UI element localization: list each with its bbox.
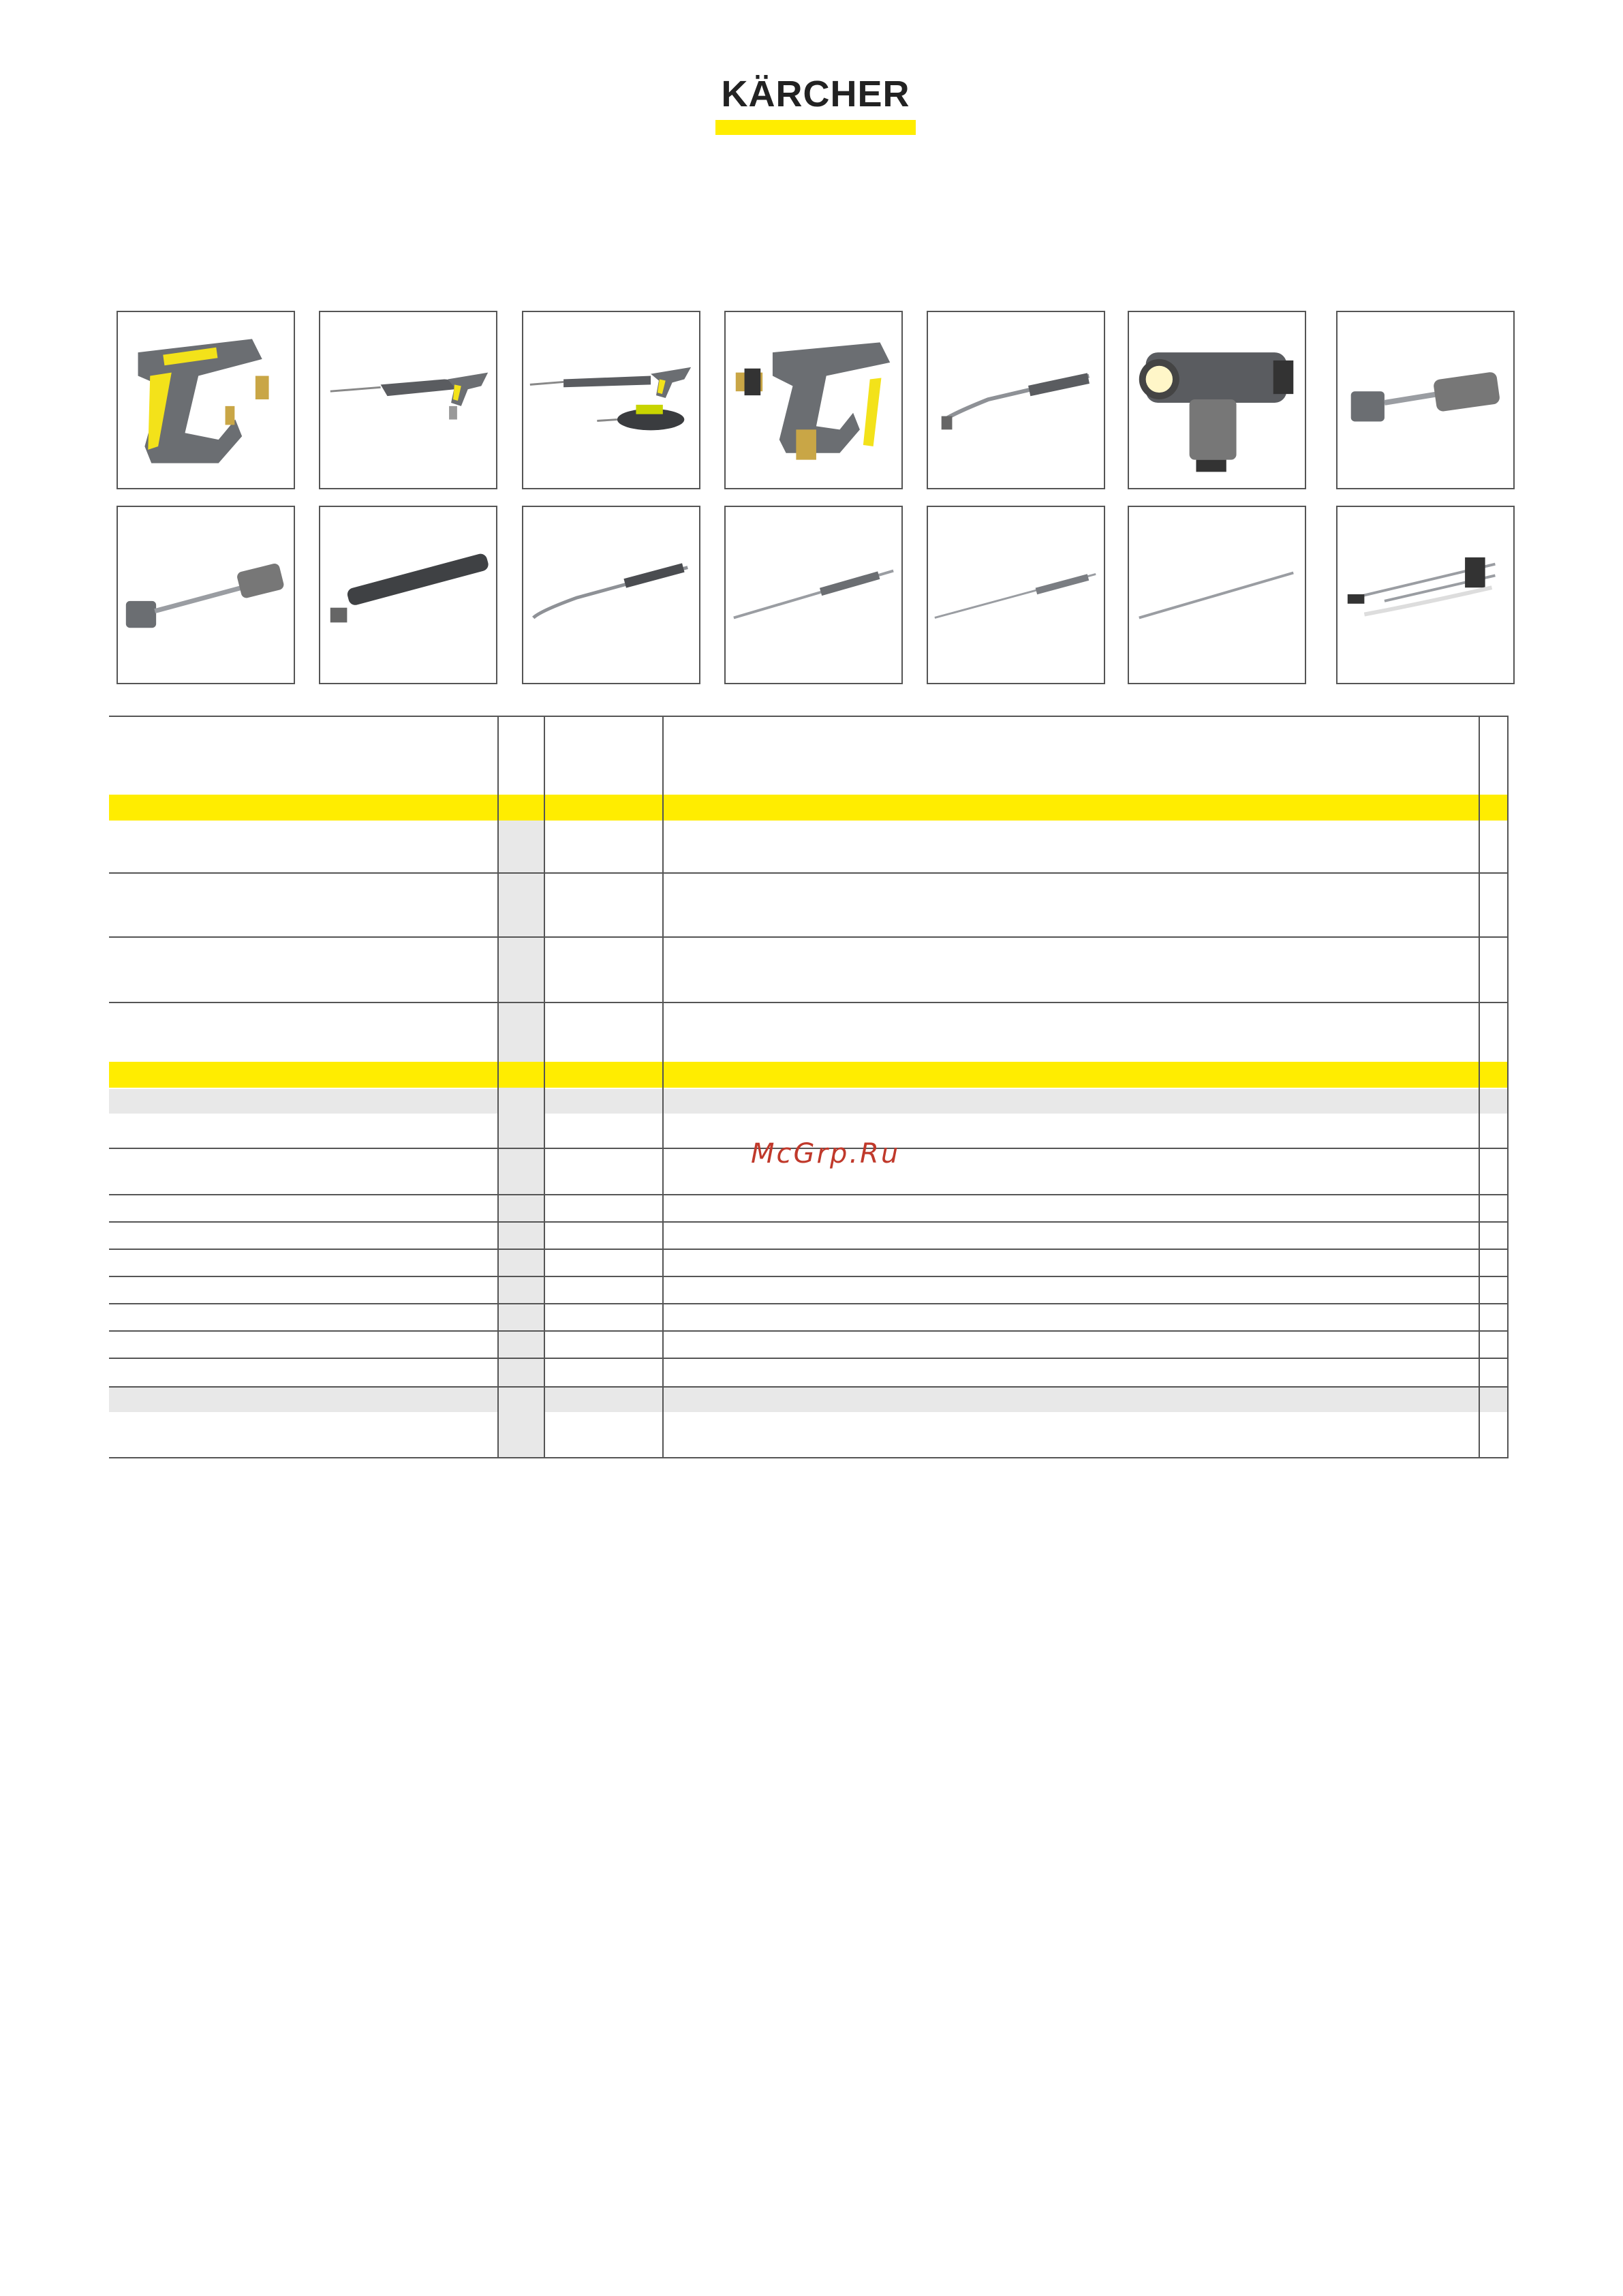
short-lance-image — [1336, 311, 1515, 489]
brand-logo — [715, 74, 916, 135]
table-section-header — [109, 795, 1509, 821]
table-rule — [109, 1457, 1509, 1458]
table-column-rule — [544, 716, 545, 1458]
table-rule — [109, 1194, 1509, 1195]
double-lance-image — [1336, 506, 1515, 684]
gun-with-hose-image — [319, 311, 497, 489]
table-column-rule — [497, 716, 499, 1458]
telescopic-lance-image — [927, 506, 1105, 684]
table-rule — [109, 716, 1509, 717]
spec-table — [109, 716, 1509, 1458]
bent-lance-icon — [928, 312, 1104, 488]
gun-hose-reel-icon — [523, 312, 699, 488]
lamp-image — [1128, 311, 1306, 489]
insulated-lance-image — [319, 506, 497, 684]
table-subsection-header — [109, 1089, 1509, 1114]
rotor-lance-icon — [118, 507, 294, 683]
trigger-gun-icon — [118, 312, 294, 488]
gun-adapter-image — [724, 311, 903, 489]
gun-hose-icon — [320, 312, 496, 488]
table-rule — [109, 1221, 1509, 1223]
table-rule — [109, 1386, 1509, 1388]
bent-long-lance-icon — [523, 507, 699, 683]
table-rule — [109, 872, 1509, 874]
table-rule — [109, 1330, 1509, 1332]
straight-lance-icon — [1129, 507, 1305, 683]
extra-long-lance-icon — [726, 507, 901, 683]
insulated-lance-icon — [320, 507, 496, 683]
table-column-rule — [1507, 716, 1509, 1458]
watermark: McGrp.Ru — [751, 1138, 901, 1169]
table-rule — [109, 1002, 1509, 1003]
telescopic-lance-icon — [928, 507, 1104, 683]
extra-long-lance-image — [724, 506, 903, 684]
gun-adapter-icon — [726, 312, 901, 488]
lamp-icon — [1129, 312, 1305, 488]
double-lance-icon — [1338, 507, 1513, 683]
bent-lance-image — [927, 311, 1105, 489]
trigger-gun-image — [117, 311, 295, 489]
table-section-header — [109, 1062, 1509, 1088]
table-column-rule — [662, 716, 664, 1458]
table-column-rule — [1479, 716, 1480, 1458]
short-lance-icon — [1338, 312, 1513, 488]
brand-logo-text: KÄRCHER — [721, 74, 910, 114]
table-rule — [109, 1276, 1509, 1277]
brand-logo-bar — [715, 120, 916, 135]
table-rule — [109, 1303, 1509, 1304]
straight-lance-image — [1128, 506, 1306, 684]
table-subsection-header — [109, 1388, 1509, 1412]
table-rule — [109, 936, 1509, 938]
table-rule — [109, 1358, 1509, 1359]
bent-long-lance-image — [522, 506, 700, 684]
rotor-lance-image — [117, 506, 295, 684]
table-rule — [109, 1249, 1509, 1250]
gun-with-hose-reel-image — [522, 311, 700, 489]
